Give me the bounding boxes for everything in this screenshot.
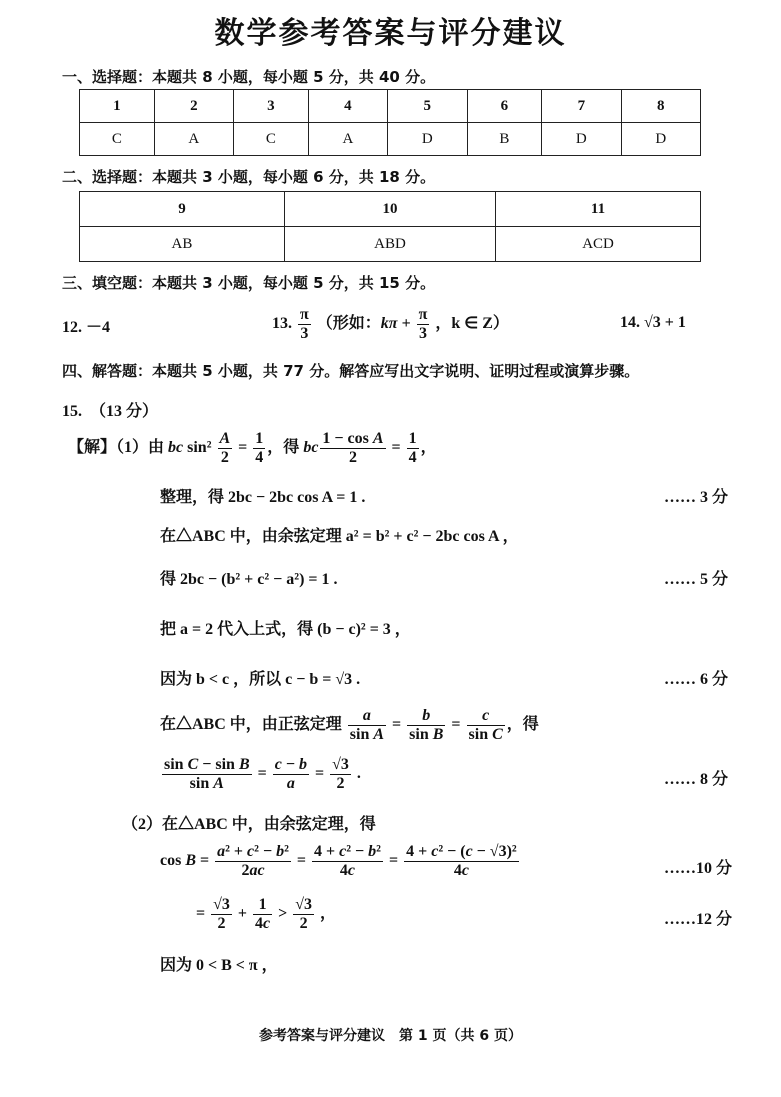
q15-step-10: = $\frac{√3}{2}$ + $\frac{1}{4c}$ > $\frac{√3}{2}$ ， [196, 896, 337, 932]
table-cell: C [234, 123, 309, 156]
page-footer: 参考答案与评分建议 第 1 页（共 6 页） [259, 1028, 522, 1044]
step1-mid: ，得 [267, 439, 300, 457]
q15-step-5: 把 a = 2 代入上式，得 (b − c)² = 3 ， [160, 621, 411, 638]
q15-step-9: cos B = $\frac{\text{a² + c² − b²}}{2ac}$ = $\frac{\text{4 + c² − b²}}{4c}$ = $\frac{\text{4 + c² − (c − √3)²}}{4c}$ [160, 843, 517, 879]
q15-step-8: $\frac{\text{sin C − sin B}}{\text{sin A}}$ = $\frac{c - b}{a}$ = $\frac{√3}{2}$ . [164, 756, 361, 792]
q15-step-4: 得 2bc − (b² + c² − a²) = 1 . [160, 571, 338, 588]
table-cell: 11 [496, 192, 701, 227]
table-cell: 6 [467, 90, 542, 123]
points-3: …… 3 分 [664, 489, 729, 506]
q15-step-11: 因为 0 < B < π ， [160, 957, 278, 974]
q12-label: 12. [62, 319, 82, 336]
q15-step-3: 在△ABC 中，由余弦定理 a² = b² + c² − 2bc cos A ， [160, 528, 519, 545]
section-4-heading: 四、解答题：本题共 5 小题，共 77 分。解答应写出文字说明、证明过程或演算步骤。 [62, 362, 640, 380]
q13-k: kπ + [380, 315, 411, 333]
table-cell: ABD [284, 227, 495, 262]
points-8: …… 8 分 [664, 771, 729, 788]
q13-answer [272, 306, 509, 343]
section-1-heading: 一、选择题：本题共 8 小题，每小题 5 分，共 40 分。 [62, 68, 436, 86]
table-cell: 8 [621, 90, 700, 123]
table-cell: D [621, 123, 700, 156]
section-2-heading: 二、选择题：本题共 3 小题，每小题 6 分，共 18 分。 [62, 168, 436, 186]
table-cell: AB [80, 227, 285, 262]
step7-pre: 在△ABC 中，由正弦定理 [160, 716, 342, 734]
q12-answer [62, 314, 110, 337]
q15-part-2: （2）在△ABC 中，由余弦定理，得 [122, 816, 376, 833]
table-cell: 4 [308, 90, 387, 123]
pi-over-3: $\frac{\pi}{3}$ [418, 306, 428, 342]
q12-value: －4 [86, 319, 111, 336]
table-row [80, 227, 701, 262]
q14-label: 14. [620, 314, 640, 331]
table-row [80, 192, 701, 227]
table-row [80, 123, 701, 156]
section-3-heading: 三、填空题：本题共 3 小题，每小题 5 分，共 15 分。 [62, 274, 436, 292]
q15-step-6: 因为 b < c ，所以 c − b = √3 . [160, 671, 361, 688]
table-cell: 1 [80, 90, 155, 123]
q13-label: 13. [272, 315, 292, 333]
solve-tag: 【解】（1）由 [68, 439, 165, 457]
answer-table-2 [79, 191, 701, 262]
points-5: …… 5 分 [664, 571, 729, 588]
table-cell: 3 [234, 90, 309, 123]
table-cell: 9 [80, 192, 285, 227]
page-title: 数学参考答案与评分建议 [214, 16, 567, 51]
q15-header: 15. （13 分） [62, 403, 159, 420]
q13-note: （形如： [316, 315, 381, 333]
q14-answer [620, 314, 686, 332]
table-cell: 7 [542, 90, 621, 123]
table-cell: 5 [388, 90, 467, 123]
pi-over-3: $\frac{\pi}{3}$ [300, 306, 309, 342]
step7-post: ，得 [506, 716, 539, 734]
table-cell: ACD [496, 227, 701, 262]
table-cell: B [467, 123, 542, 156]
table-cell: D [542, 123, 621, 156]
table-cell: A [154, 123, 233, 156]
q15-step-1: 【解】（1）由 bc sin² $\frac{A}{2}$ = $\frac{1}{4}$ ，得 bc $\frac{\text{1 − cos A}}{2}$ = $\frac{1}{4}$ ， [68, 430, 437, 466]
q14-value: √3 + 1 [644, 314, 686, 331]
answer-table-1 [79, 89, 701, 156]
table-cell: 10 [284, 192, 495, 227]
points-12: ……12 分 [664, 911, 733, 928]
q15-step-7: 在△ABC 中，由正弦定理 $\frac{a}{\text{sin A}}$ = $\frac{b}{\text{sin B}}$ = $\frac{c}{\text{sin C}}$ ，得 [160, 707, 539, 743]
q15-step-2: 整理，得 2bc − 2bc cos A = 1 . [160, 489, 366, 506]
points-6: …… 6 分 [664, 671, 729, 688]
table-cell: D [388, 123, 467, 156]
table-cell: C [80, 123, 155, 156]
table-cell: 2 [154, 90, 233, 123]
table-row [80, 90, 701, 123]
table-cell: A [308, 123, 387, 156]
q13-tail: ，k ∈ Z） [435, 315, 509, 333]
points-10: ……10 分 [664, 860, 733, 877]
